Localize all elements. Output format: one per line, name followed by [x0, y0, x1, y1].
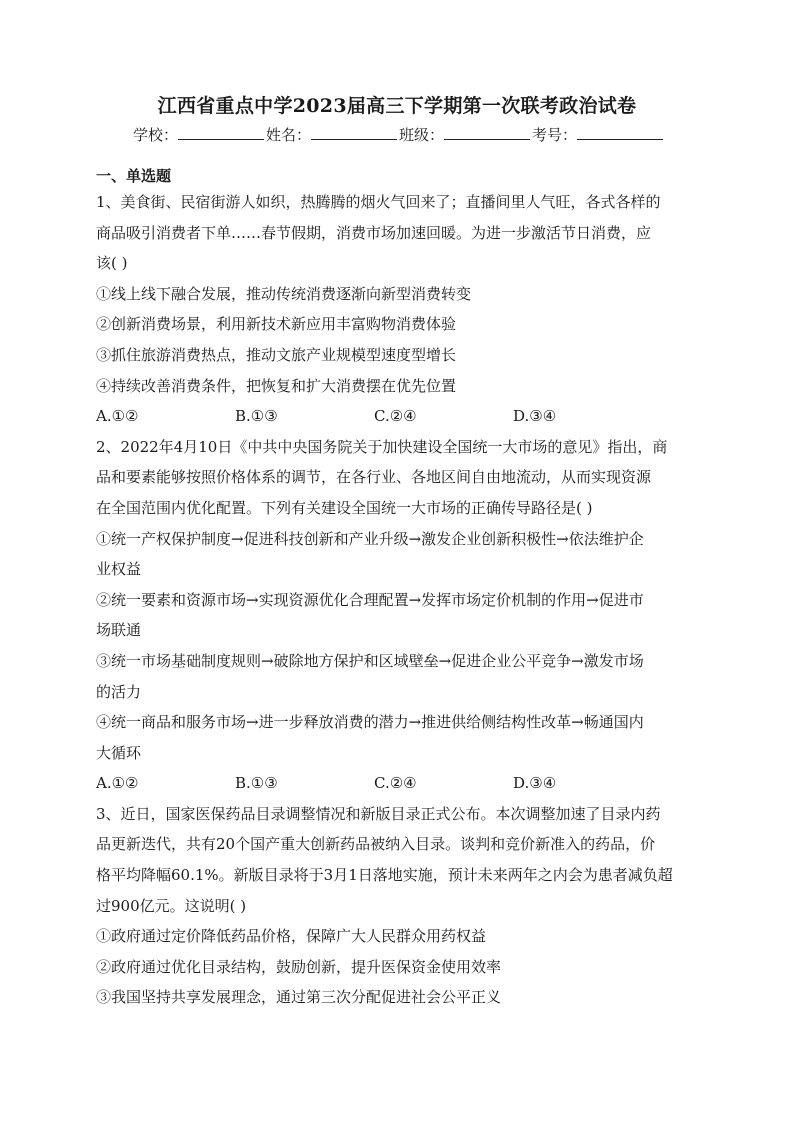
exam-content	[96, 165, 698, 1013]
statement-line: ①统一产权保护制度→促进科技创新和产业升级→激发企业创新积极性→依法维护企	[96, 529, 644, 548]
option-a: A.①②	[96, 407, 139, 426]
question-text-line: 品更新迭代，共有20个国产重大创新药品被纳入目录。谈判和竞价新准入的药品，价	[96, 835, 656, 854]
question-text-line: 该( )	[96, 254, 128, 273]
class-label: 班级：	[399, 126, 445, 144]
answer-options	[96, 401, 698, 432]
question-text-line: 格平均降幅60.1%。新版目录将于3月1日落地实施，预计未来两年之内会为患者减负超	[96, 866, 673, 885]
name-label: 姓名：	[265, 126, 311, 144]
question-text-line: 2、2022年4月10日《中共中央国务院关于加快建设全国统一大市场的意见》指出，商	[96, 437, 668, 456]
question-text-line: 商品吸引消费者下单……春节假期，消费市场加速回暖。为进一步激活节日消费，应	[96, 223, 652, 242]
number-label: 考号：	[532, 126, 578, 144]
statement-line: ③统一市场基础制度规则→破除地方保护和区域壁垒→促进企业公平竞争→激发市场	[96, 651, 644, 670]
statement-line: ③抓住旅游消费热点，推动文旅产业规模型速度型增长	[96, 345, 457, 364]
option-c: C.②④	[374, 774, 417, 793]
page-title: 江西省重点中学2023届高三下学期第一次联考政治试卷	[157, 95, 637, 117]
statement-line: 场联通	[96, 621, 142, 640]
question-text-line: 过900亿元。这说明( )	[96, 896, 247, 915]
option-b: B.①③	[235, 407, 278, 426]
question-3	[96, 799, 698, 1013]
statement-line: ②统一要素和资源市场→实现资源优化合理配置→发挥市场定价机制的作用→促进市	[96, 590, 644, 609]
class-blank	[444, 125, 530, 140]
question-text-line: 3、近日，国家医保药品目录调整情况和新版目录正式公布。本次调整加速了目录内药	[96, 804, 661, 823]
statement-line: ③我国坚持共享发展理念，通过第三次分配促进社会公平正义	[96, 988, 502, 1007]
statement-line: ④持续改善消费条件，把恢复和扩大消费摆在优先位置	[96, 376, 457, 395]
section-heading: 一、单选题	[96, 167, 172, 185]
statement-line: ④统一商品和服务市场→进一步释放消费的潜力→推进供给侧结构性改革→畅通国内	[96, 713, 644, 732]
school-label: 学校：	[132, 126, 178, 144]
question-1	[96, 187, 698, 432]
option-c: C.②④	[374, 407, 417, 426]
number-blank	[577, 125, 663, 140]
statement-line: 大循环	[96, 743, 142, 762]
name-blank	[311, 125, 397, 140]
statement-line: 的活力	[96, 682, 142, 701]
statement-line: ①线上线下融合发展，推动传统消费逐渐向新型消费转变	[96, 284, 472, 303]
question-2	[96, 432, 698, 799]
option-d: D.③④	[513, 407, 557, 426]
statement-line: ①政府通过定价降低药品价格，保障广大人民群众用药权益	[96, 927, 487, 946]
question-text-line: 品和要素能够按照价格体系的调节，在各行业、各地区间自由地流动，从而实现资源	[96, 468, 652, 487]
statement-line: ②政府通过优化目录结构，鼓励创新，提升医保资金使用效率	[96, 957, 502, 976]
question-text-line: 在全国范围内优化配置。下列有关建设全国统一大市场的正确传导路径是( )	[96, 498, 593, 517]
option-b: B.①③	[235, 774, 278, 793]
question-text-line: 1、美食街、民宿街游人如织，热腾腾的烟火气回来了；直播间里人气旺，各式各样的	[96, 193, 661, 211]
option-a: A.①②	[96, 774, 139, 793]
school-blank	[178, 125, 264, 140]
option-d: D.③④	[513, 774, 557, 793]
answer-options	[96, 768, 698, 799]
statement-line: 业权益	[96, 560, 142, 579]
student-info-line	[0, 124, 794, 146]
statement-line: ②创新消费场景，利用新技术新应用丰富购物消费体验	[96, 315, 457, 334]
